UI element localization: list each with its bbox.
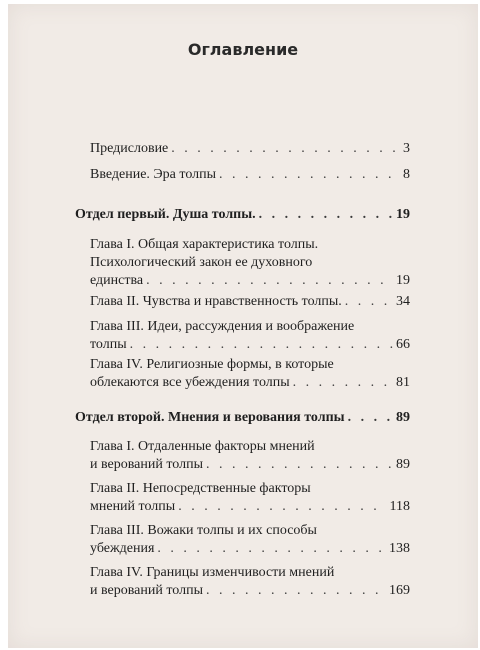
toc-page-number: 89 <box>396 457 410 472</box>
toc-entry-part1-chapter1 <box>90 236 410 290</box>
toc-entry-title-line: убеждения <box>90 541 155 556</box>
toc-page-number: 81 <box>396 375 410 390</box>
toc-entry-part2-chapter2 <box>90 480 410 516</box>
dot-leader <box>345 293 393 311</box>
dot-leader <box>171 140 400 158</box>
toc-entry-title-line: и верований толпы <box>90 583 203 598</box>
toc-page-number: 89 <box>396 410 410 425</box>
book-page <box>8 4 478 648</box>
toc-page-number: 118 <box>389 499 410 514</box>
toc-entry-title: Введение. Эра толпы <box>90 167 217 182</box>
dot-leader <box>178 498 386 516</box>
dot-leader <box>293 374 393 392</box>
toc-entry-title-line: Глава I. Отдаленные факторы мнений <box>90 439 315 454</box>
toc-entry-part1-chapter3 <box>90 318 410 354</box>
toc-entry-title-line: единства <box>90 273 144 288</box>
toc-entry-title-line: толпы <box>90 337 127 352</box>
toc-entry-introduction <box>90 166 410 184</box>
toc-page-number: 8 <box>403 167 410 182</box>
dot-leader <box>348 409 393 427</box>
toc-page-number: 138 <box>389 541 410 556</box>
dot-leader <box>130 336 393 354</box>
toc-entry-title-line: Глава IV. Границы изменчивости мнений <box>90 565 335 580</box>
toc-section-part-two <box>75 409 410 427</box>
toc-entry-title-line: Глава III. Идеи, рассуждения и воображение <box>90 319 355 334</box>
toc-page-number: 19 <box>396 273 410 288</box>
toc-page-number: 19 <box>396 207 410 222</box>
toc-entry-title-line: Глава IV. Религиозные формы, в которые <box>90 357 334 372</box>
page-title: Оглавление <box>187 40 299 59</box>
dot-leader <box>206 582 386 600</box>
dot-leader <box>219 166 400 184</box>
toc-section-title: Отдел первый. Душа толпы. <box>75 207 256 222</box>
toc-page-number: 169 <box>389 583 410 598</box>
dot-leader <box>206 456 393 474</box>
dot-leader <box>259 206 393 224</box>
toc-entry-title-line: облекаются все убеждения толпы <box>90 375 290 390</box>
toc-section-part-one <box>75 206 410 224</box>
toc-page-number: 3 <box>403 141 410 156</box>
toc-entry-title: Глава II. Чувства и нравственность толпы. <box>90 294 342 309</box>
toc-entry-title-line: Психологический закон ее духовного <box>90 255 313 270</box>
toc-entry-part2-chapter4 <box>90 564 410 600</box>
dot-leader <box>146 272 393 290</box>
toc-entry-part2-chapter1 <box>90 438 410 474</box>
toc-entry-title: Предисловие <box>90 141 169 156</box>
dot-leader <box>157 540 386 558</box>
toc-entry-title-line: и верований толпы <box>90 457 203 472</box>
table-of-contents <box>8 4 478 648</box>
toc-page-number: 34 <box>396 294 410 309</box>
toc-entry-title-line: мнений толпы <box>90 499 176 514</box>
toc-entry-title-line: Глава I. Общая характеристика толпы. <box>90 237 319 252</box>
toc-entry-title-line: Глава III. Вожаки толпы и их способы <box>90 523 317 538</box>
toc-entry-part1-chapter4 <box>90 356 410 392</box>
toc-entry-title-line: Глава II. Непосредственные факторы <box>90 481 311 496</box>
toc-page-number: 66 <box>396 337 410 352</box>
toc-entry-part1-chapter2 <box>90 293 410 311</box>
toc-section-title: Отдел второй. Мнения и верования толпы <box>75 410 345 425</box>
toc-entry-part2-chapter3 <box>90 522 410 558</box>
toc-entry-preface <box>90 140 410 158</box>
